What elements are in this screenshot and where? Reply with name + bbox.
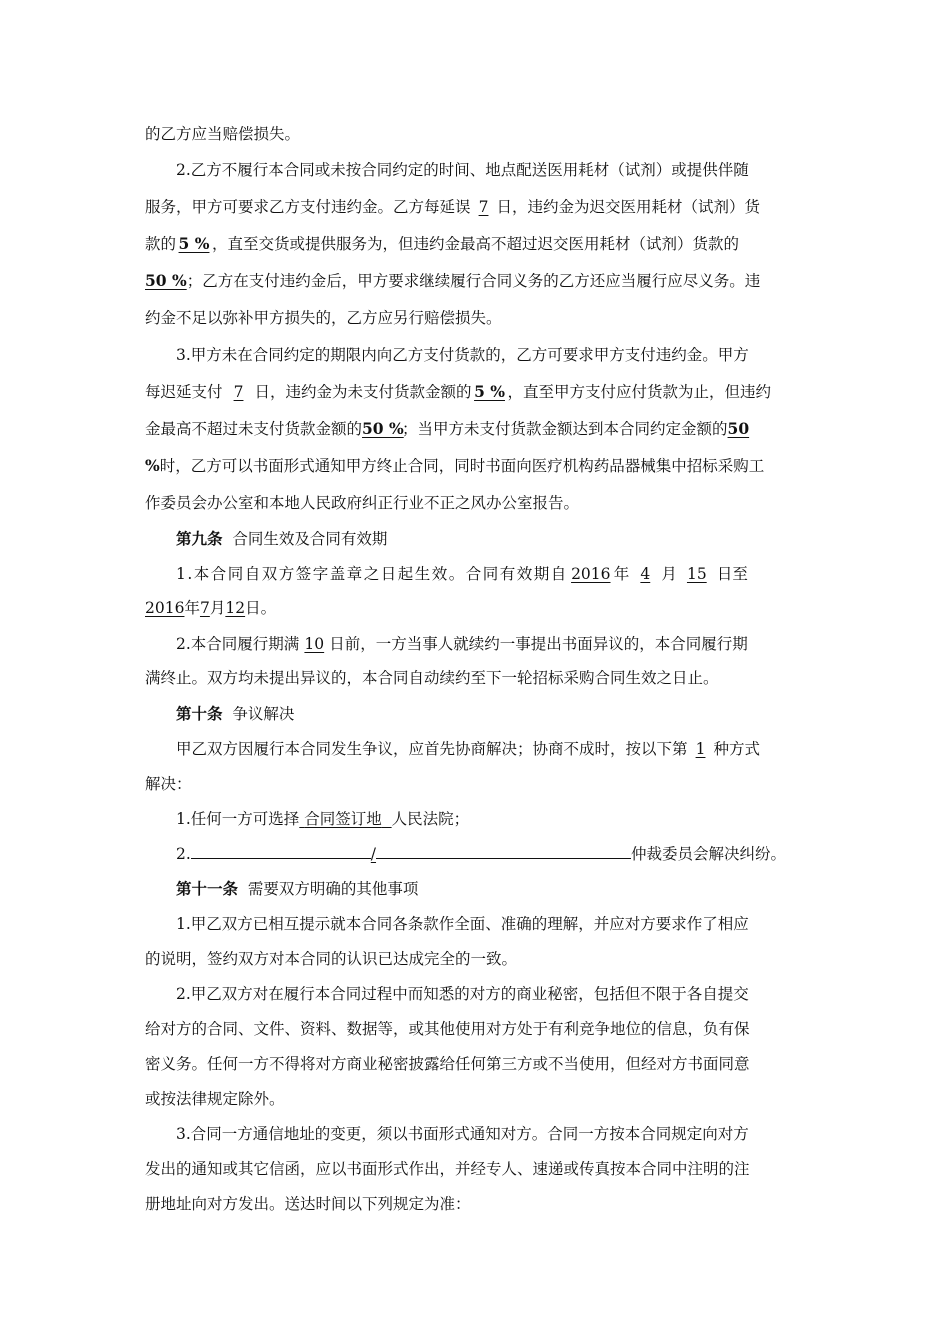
start-month-value: 4 <box>640 565 651 583</box>
text-line: 50 %；乙方在支付违约金后，甲方要求继续履行合同义务的乙方还应当履行应尽义务。违 <box>145 271 761 290</box>
text-line: 1.任何一方可选择 合同签订地 人民法院； <box>176 810 470 828</box>
text-line: 甲乙双方因履行本合同发生争议，应首先协商解决；协商不成时，按以下第 1 种方式 <box>176 740 761 758</box>
text-line: 或按法律规定除外。 <box>145 1090 285 1108</box>
text-line: 1.本合同自双方签字盖章之日起生效。合同有效期自 2016 年 4 月 15 日至 <box>176 565 748 583</box>
text-line: 发出的通知或其它信函，应以书面形式作出，并经专人、速递或传真按本合同中注明的注 <box>145 1160 750 1178</box>
text-line: 册地址向对方发出。送达时间以下列规定为准： <box>145 1195 471 1213</box>
arbitration-blank-right <box>376 844 631 859</box>
text-line: 给对方的合同、文件、资料、数据等，或其他使用对方处于有利竞争地位的信息，负有保 <box>145 1020 750 1038</box>
article-11-heading: 第十一条 需要双方明确的其他事项 <box>176 879 419 898</box>
text-line: 2. / 仲裁委员会解决纠纷。 <box>176 845 787 863</box>
text-line: 2.甲乙双方对在履行本合同过程中而知悉的对方的商业秘密，包括但不限于各自提交 <box>176 985 749 1003</box>
text-line: 约金不足以弥补甲方损失的，乙方应另行赔偿损失。 <box>145 309 502 327</box>
start-year-value: 2016 <box>571 565 611 583</box>
arbitration-slash: / <box>370 845 377 863</box>
text-line: 2.乙方不履行本合同或未按合同约定的时间、地点配送医用耗材（试剂）或提供伴随 <box>176 161 749 179</box>
text-line: %时，乙方可以书面形式通知甲方终止合同，同时书面向医疗机构药品器械集中招标采购工 <box>145 456 765 475</box>
text-line: 的说明，签约双方对本合同的认识已达成完全的一致。 <box>145 950 518 968</box>
text-line: 3.甲方未在合同约定的期限内向乙方支付货款的，乙方可要求甲方支付违约金。甲方 <box>176 346 749 364</box>
end-month-value: 7 <box>199 599 210 617</box>
payment-delay-days-value: 7 <box>233 383 244 401</box>
text-line: 款的 5 % ，直至交货或提供服务为，但违约金最高不超过迟交医用耗材（试剂）货款的 <box>145 234 740 253</box>
text-line: 密义务。任何一方不得将对方商业秘密披露给任何第三方或不当使用，但经对方书面同意 <box>145 1055 750 1073</box>
penalty-max-value: 50 % <box>145 271 187 290</box>
renewal-days-value: 10 <box>304 635 325 653</box>
end-day-value: 12 <box>225 599 246 617</box>
payment-penalty-percent-value: 5 % <box>474 382 505 401</box>
text-line: 服务，甲方可要求乙方支付违约金。乙方每延误 7 日，违约金为迟交医用耗材（试剂）货 <box>145 198 761 216</box>
text-line: 每迟延支付 7 日，违约金为未支付货款金额的 5 % ，直至甲方支付应付货款为止，但违约 <box>145 382 772 401</box>
termination-threshold-value: 50 <box>727 419 750 438</box>
text-line: 作委员会办公室和本地人民政府纠正行业不正之风办公室报告。 <box>145 494 580 512</box>
dispute-method-value: 1 <box>695 740 706 758</box>
payment-penalty-max-value: 50 % <box>362 419 404 438</box>
delay-days-value: 7 <box>478 198 489 216</box>
text-line: 2.本合同履行期满 10 日前，一方当事人就续约一事提出书面异议的，本合同履行期 <box>176 635 748 653</box>
article-10-heading: 第十条 争议解决 <box>176 704 295 723</box>
text-line: 1.甲乙双方已相互提示就本合同各条款作全面、准确的理解，并应对方要求作了相应 <box>176 915 749 933</box>
court-location-value: 合同签订地 <box>304 810 382 828</box>
text-line: 的乙方应当赔偿损失。 <box>145 125 301 143</box>
text-line: 2016年7月12日。 <box>145 599 277 617</box>
start-day-value: 15 <box>686 565 707 583</box>
arbitration-blank-left <box>191 844 371 859</box>
text-line: 金最高不超过未支付货款金额的50 %；当甲方未支付货款金额达到本合同约定金额的50 <box>145 419 750 438</box>
penalty-percent-value: 5 % <box>178 234 210 253</box>
text-line: 3.合同一方通信地址的变更，须以书面形式通知对方。合同一方按本合同规定向对方 <box>176 1125 749 1143</box>
end-year-value: 2016 <box>145 599 185 617</box>
text-line: 解决： <box>145 775 192 793</box>
article-9-heading: 第九条 合同生效及合同有效期 <box>176 529 388 548</box>
text-line: 满终止。双方均未提出异议的，本合同自动续约至下一轮招标采购合同生效之日止。 <box>145 669 719 687</box>
